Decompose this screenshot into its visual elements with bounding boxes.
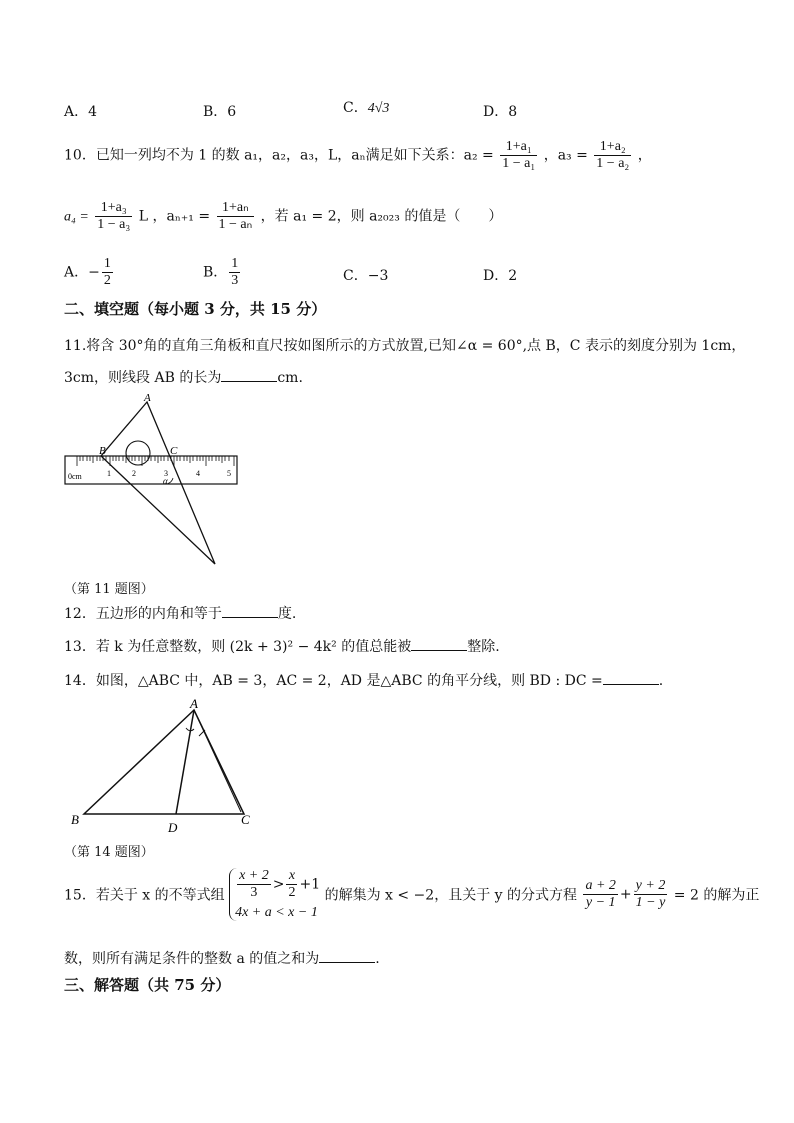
label-A: A [190,696,198,711]
q15-inequality-1: $\frac{x + 2}{3}$ > $\frac{x}{2}$ +1 [239,868,321,901]
q11-unit: cm. [277,370,303,386]
q15-text-end: = 2 的解为正 [673,887,760,904]
q10-option-a [64,256,115,289]
q14-end: . [658,673,664,689]
q11-line2 [64,367,303,387]
q15-text: 15．若关于 x 的不等式组 [64,887,225,904]
triangle-abc [84,710,244,814]
q10-frac-3: $\frac{\text{1+a₃}}{\text{1 − a₃}}$ [97,200,131,233]
q10-text-end: ， [637,147,652,164]
q11-line1: 11.将含 30°角的直角三角板和直尺按如图所示的方式放置,已知∠α = 60°,点 B，C 表示的刻度分别为 1cm， [64,338,746,354]
q10-frac-4: $\frac{\text{1+aₙ}}{\text{1 − aₙ}}$ [218,200,253,233]
q11-caption: （第 11 题图） [64,582,154,597]
q14 [64,670,663,690]
q9-option-c [343,97,389,117]
q10-frac-1: $\frac{\text{1+a₁}}{\text{1 − a₁}}$ [502,139,536,172]
q11-figure [60,392,245,570]
label-C: C [241,812,250,827]
q9-option-c-value: 4√3 [367,101,390,116]
label-C: C [170,445,178,457]
q11-answer-blank [221,369,277,382]
q15-end: . [375,951,380,967]
q14-caption: （第 14 题图） [64,845,154,860]
ruler-label-0cm: 0cm [68,472,82,481]
q13 [64,636,500,656]
q10-option-b [203,256,242,289]
q10-text-mid: ，a₃ = [543,147,588,164]
q12-end: 度. [277,606,297,622]
label-B: B [99,445,106,457]
label-alpha: α [163,476,168,486]
label-A: A [144,392,151,404]
q15-line1: 15．若关于 x 的不等式组 $\frac{x + 2}{3}$ > $\frac{x}{2}$ +1 4x + a < x − 1 的解集为 x < −2，且关于 y 的分式方程 $\frac{a + 2}{y - 1}$ + $\frac{y + 2}{1 - y}$ = 2 的解为正 [64,868,760,921]
ruler-label-3: 3 [164,469,168,478]
ruler-label-1: 1 [107,469,111,478]
q14-answer-blank [603,672,659,685]
q15-answer-blank [319,950,375,963]
ruler-label-4: 4 [196,469,200,478]
q13-text: 13．若 k 为任意整数，则 (2k + 3)² − 4k² 的值总能被 [64,639,412,655]
section-2-heading: 二、填空题（每小题 3 分，共 15 分） [64,300,327,318]
q10-frac-2: $\frac{\text{1+a₂}}{\text{1 − a₂}}$ [596,139,630,172]
q9-option-a: A．4 [64,104,98,120]
q15-inequality-2: 4x + a < x − 1 [235,905,318,921]
section-3-heading: 三、解答题（共 75 分） [64,976,231,994]
q10-text: 10．已知一列均不为 1 的数 a₁，a₂，a₃，L，aₙ满足如下关系：a₂ = [64,147,494,164]
q11-text: 3cm，则线段 AB 的长为 [64,370,222,386]
q15-eq-frac-1: $\frac{a + 2}{y - 1}$ [585,878,616,911]
q10-line2 [64,200,502,233]
q10-line2-end: ，若 a₁ = 2，则 a₂₀₂₃ 的值是（ ） [260,208,503,225]
label-B: B [71,812,79,827]
q15-line2 [64,948,380,968]
q9-option-c-label: C． [343,100,368,116]
q10-option-a-frac: $\frac{1}{2}$ [103,256,111,289]
q10-line1 [64,139,652,172]
q13-end: 整除. [467,639,500,655]
q10-option-a-label: A．− [64,264,100,281]
q10-option-d: D．2 [483,268,518,284]
q14-text: 14．如图，△ABC 中，AB = 3，AC = 2，AD 是△ABC 的角平分线，则 BD : DC = [64,673,603,689]
q12-answer-blank [222,605,278,618]
q15-text-mid: 的解集为 x < −2，且关于 y 的分式方程 [324,887,578,904]
q9-option-b: B．6 [203,104,237,120]
q10-option-b-frac: $\frac{1}{3}$ [231,256,239,289]
q15-line2-text: 数，则所有满足条件的整数 a 的值之和为 [64,951,320,967]
label-D: D [168,820,178,835]
q9-option-d: D．8 [483,104,518,120]
q10-line2-mid: L ，aₙ₊₁ = [138,208,211,225]
q15-inequality-system [229,868,320,921]
ruler-label-2: 2 [132,469,136,478]
q13-answer-blank [411,638,467,651]
q10-option-c: C．−3 [343,268,389,284]
bisector-ad [176,710,194,814]
q14-figure [66,696,266,836]
q12-text: 12．五边形的内角和等于 [64,606,222,622]
q10-a4-label: a₄ = [64,209,89,225]
q15-eq-frac-2: $\frac{y + 2}{1 - y}$ [635,878,666,911]
ruler-label-5: 5 [227,469,231,478]
side-ac-double [194,710,241,812]
q10-option-b-label: B． [203,264,228,281]
q12 [64,603,296,623]
